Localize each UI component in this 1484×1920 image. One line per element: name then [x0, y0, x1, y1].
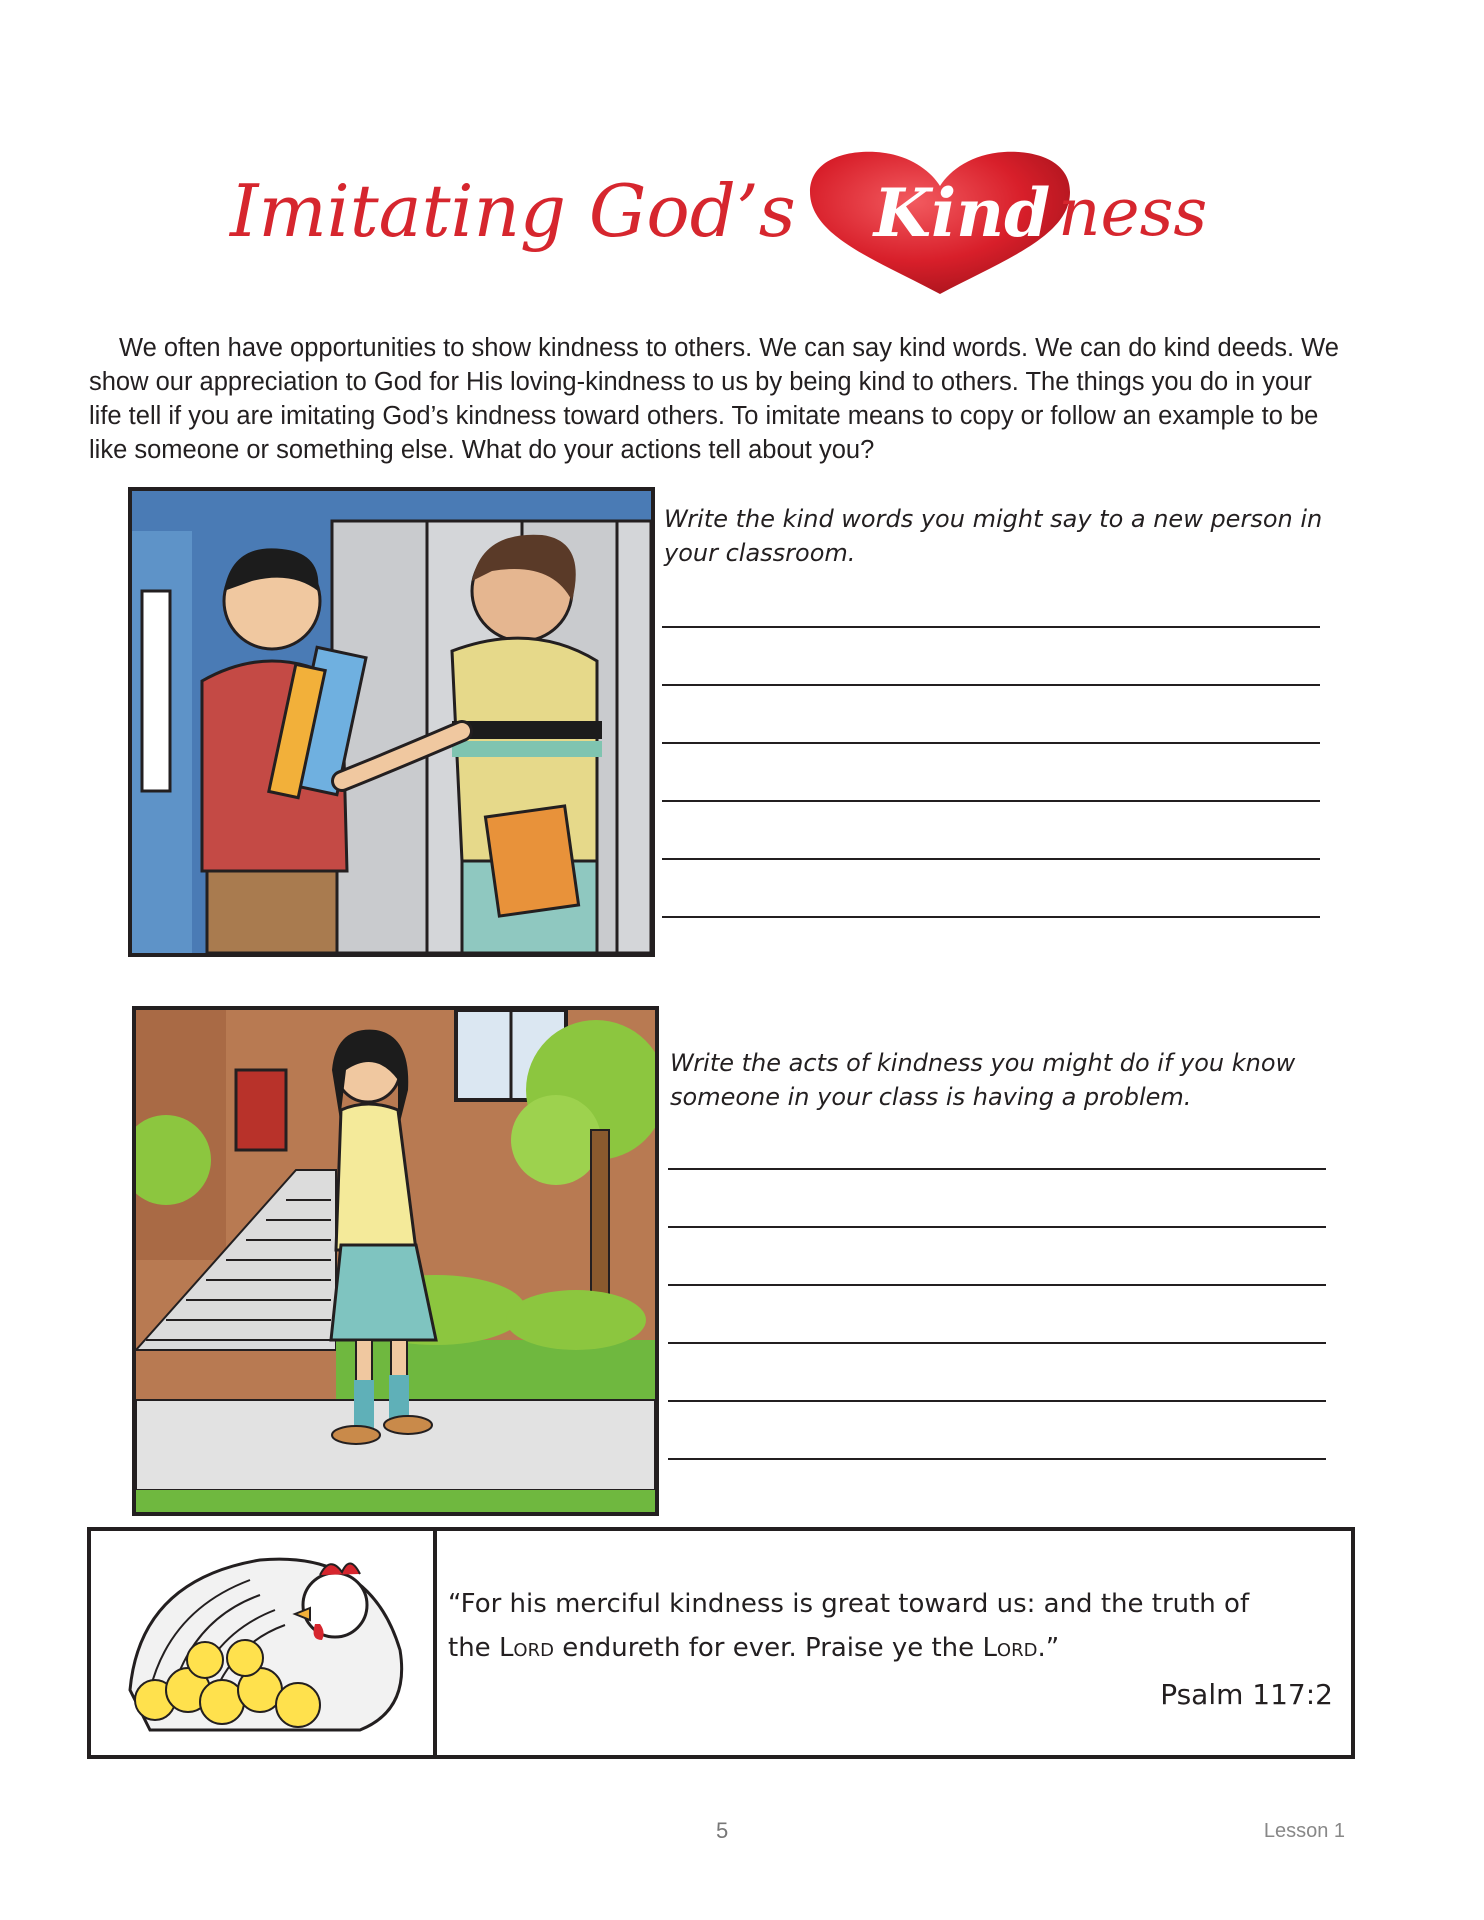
- verse-reference: Psalm 117:2: [1160, 1678, 1333, 1711]
- answer-line-2-1[interactable]: [668, 1168, 1326, 1170]
- title-text-part1: Imitating God’s: [230, 169, 796, 253]
- verse-text-segment: .”: [1037, 1633, 1060, 1663]
- hen-with-chicks-icon: [110, 1540, 420, 1746]
- verse-divider: [433, 1527, 437, 1759]
- illustration-girl-outside: [132, 1006, 659, 1516]
- answer-line-1-4[interactable]: [662, 800, 1320, 802]
- verse-line-1: “For his merciful kindness is great toward us: and the truth of: [448, 1589, 1250, 1619]
- title-heart-word: Kind: [873, 174, 1051, 252]
- prompt-kind-words: Write the kind words you might say to a new person in your classroom.: [664, 505, 1323, 567]
- answer-line-1-2[interactable]: [662, 684, 1320, 686]
- verse-text-segment: the: [448, 1633, 499, 1663]
- prompt-acts-of-kindness: Write the acts of kindness you might do if you know someone in your class is having a problem.: [670, 1049, 1296, 1111]
- answer-line-2-4[interactable]: [668, 1342, 1326, 1344]
- illustration-boys-lockers: [128, 487, 655, 957]
- verse-line-2: [448, 1626, 1348, 1670]
- lesson-label: Lesson 1: [1263, 1820, 1345, 1842]
- verse-lord-1: Lord: [498, 1633, 554, 1663]
- answer-line-1-1[interactable]: [662, 626, 1320, 628]
- answer-line-1-3[interactable]: [662, 742, 1320, 744]
- answer-line-1-6[interactable]: [662, 916, 1320, 918]
- page-number: 5: [716, 1818, 729, 1843]
- title-text-part2: ness: [1058, 174, 1208, 251]
- answer-line-2-5[interactable]: [668, 1400, 1326, 1402]
- answer-line-1-5[interactable]: [662, 858, 1320, 860]
- verse-quote: [448, 1582, 1348, 1670]
- intro-paragraph: We often have opportunities to show kindness to others. We can say kind words. We can do kind deeds. We show our appreciation to God for His loving-kindness to us by being kind to others. The things you do in your life tell if you are imitating God’s kindness toward others. To imitate means to copy or follow an example to be like someone or something else. What do your actions tell about you?: [89, 334, 1339, 464]
- answer-line-2-6[interactable]: [668, 1458, 1326, 1460]
- answer-line-2-3[interactable]: [668, 1284, 1326, 1286]
- verse-lord-2: Lord: [982, 1633, 1038, 1663]
- verse-text-segment: endureth for ever. Praise ye the: [553, 1633, 983, 1663]
- answer-line-2-2[interactable]: [668, 1226, 1326, 1228]
